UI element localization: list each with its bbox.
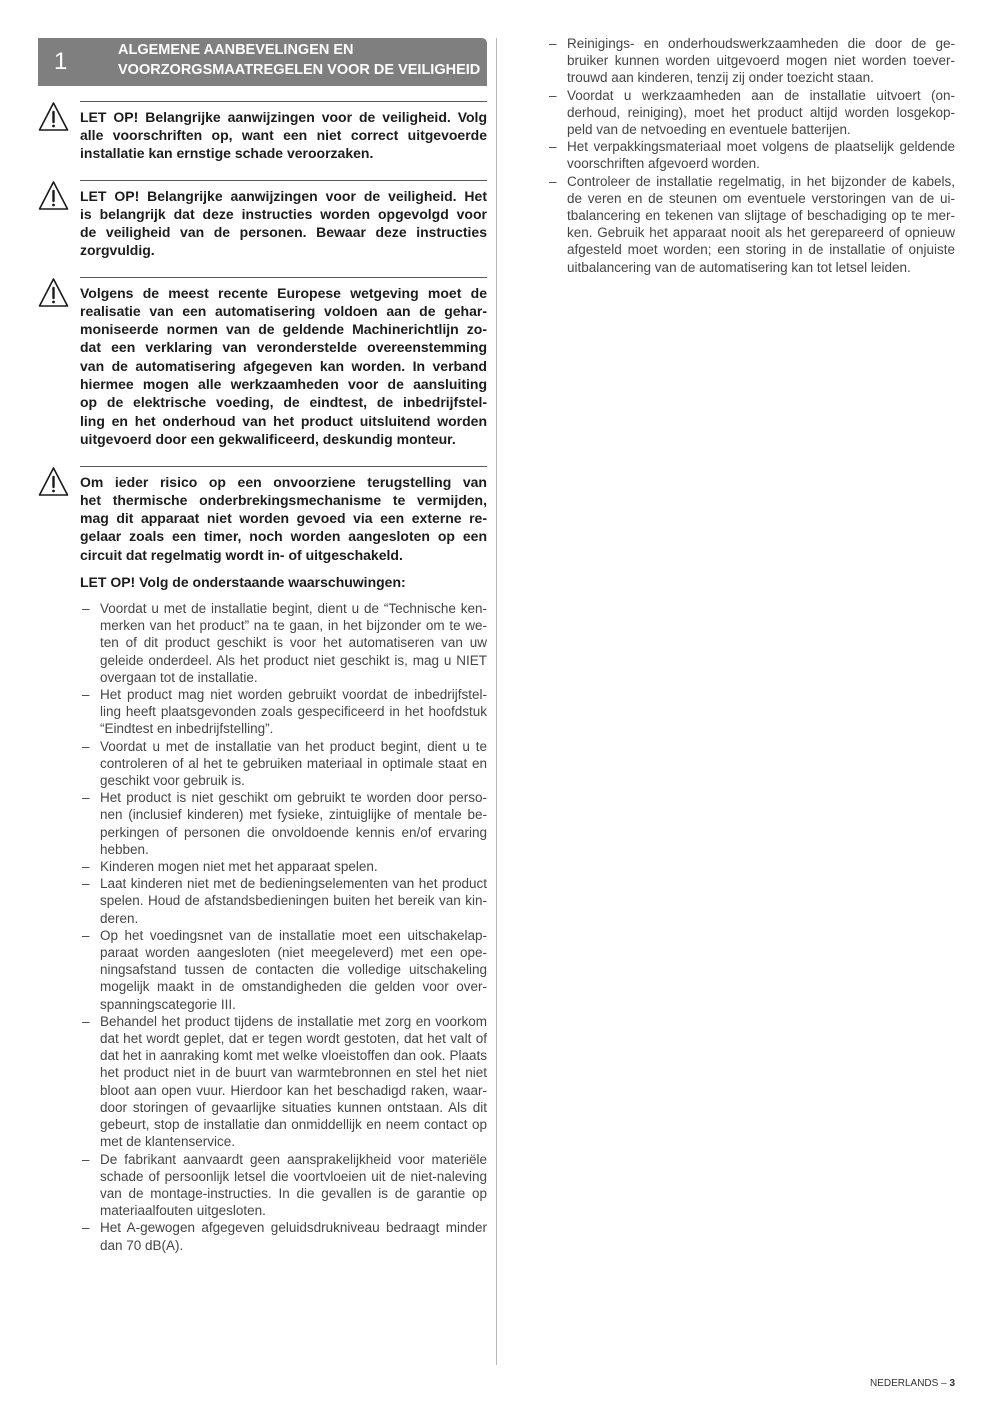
footer-page-number: 3 [949,1378,955,1389]
text-line: De fabrikant aanvaardt geen aansprakelijkheid voor materiële [100,1151,487,1167]
text-line: schade of persoonlijk letsel die voortvloeien uit de niet-naleving [100,1168,487,1184]
list-item-text [100,600,487,686]
column-divider [496,38,497,1365]
text-line: deren. [100,910,139,926]
text-line: Om ieder risico op een onvoorziene terugstelling van [80,473,487,490]
text-line: overgaan tot de installatie. [100,669,258,685]
text-line: materiaalfouten uitgesloten. [100,1203,266,1219]
list-item-text [567,35,955,87]
bullet-dash: – [82,738,90,754]
list-item-text [100,686,487,738]
bullet-dash: – [82,790,90,806]
list-item-text [100,1013,487,1151]
warning-text [80,101,487,162]
footer-language: NEDERLANDS – [869,1378,947,1389]
text-line: merken van het product” na te gaan, in het bijzonder om te we- [100,618,487,634]
text-line: ling en het onderhoud van het product uitsluitend worden [80,412,487,429]
section-number: 1 [54,48,68,75]
list-item-text [100,858,487,875]
list-item-text [100,738,487,790]
bullet-dash: – [549,36,557,51]
bullet-dash: – [82,601,90,616]
text-line: Het product is niet geschikt om gebruikt te worden door perso- [100,790,487,806]
section-title-line: VOORZORGSMAATREGELEN VOOR DE VEILIGHEID [118,62,481,78]
text-line: ken. Gebruik het apparaat nooit als het gerepareerd of opnieuw [567,225,955,241]
list-intro [80,573,487,591]
list-item [547,138,955,172]
text-line: dat het wordt geplet, dat er tegen wordt gestoten, dat het valt of [100,1031,487,1047]
text-line: gebeurt, stop de installatie dan onmiddellijk en neem contact op [100,1117,487,1133]
text-line: LET OP! Belangrijke aanwijzingen voor de veiligheid. Het [80,187,487,204]
list-item [80,600,487,686]
text-line: Het product mag niet worden gebruikt voordat de inbedrijfstel- [100,687,487,703]
text-line: met de klantenservice. [100,1134,236,1150]
list-item [80,858,487,875]
list-item-text [567,87,955,139]
text-line: LET OP! Volg de onderstaande waarschuwingen: [80,574,406,590]
text-line: installatie kan ernstige schade veroorzaken. [80,145,374,162]
text-line: van de automatisering afgegeven kan worden. In verband [80,357,487,374]
text-line: alle voorschriften op, want een niet correct uitgevoerde [80,126,487,143]
list-item [80,1013,487,1151]
list-item [80,789,487,858]
text-line: bruiker kunnen worden uitgevoerd mogen niet worden toever- [567,53,955,69]
warning-text [80,466,487,564]
text-line: dan 70 dB(A). [100,1237,184,1253]
text-line: dat het in aanraking komt met welke vloeistoffen dan ook. Plaats [100,1048,487,1064]
text-line: bloot aan open vuur. Hierdoor kan het beschadigd raken, waar- [100,1082,487,1098]
list-item [547,173,955,276]
bullet-list-right [547,35,955,276]
bullet-dash: – [82,876,90,892]
list-item-text [100,1219,487,1253]
text-line: afgesteld moet worden; een storing in de installatie of onjuiste [567,242,955,258]
bullet-dash: – [549,173,557,189]
text-line: uitgevoerd door een gekwalificeerd, deskundig monteur. [80,430,456,447]
text-line: op de elektrische voeding, de eindtest, de inbedrijfstel- [80,394,487,411]
text-line: mogelijk maakt in de omstandigheden die gelden voor over- [100,979,487,995]
text-line: de veiligheid van de personen. Bewaar deze instructies [80,224,487,241]
text-line: nen (inclusief kinderen) met fysieke, zintuiglijke of mentale be- [100,807,487,823]
bullet-dash: – [549,87,557,103]
text-line: Kinderen mogen niet met het apparaat spelen. [100,859,378,875]
list-item [80,1151,487,1220]
text-line: Behandel het product tijdens de installatie met zorg en voorkom [100,1013,487,1029]
list-item-text [100,789,487,858]
text-line: circuit dat regelmatig wordt in- of uitgeschakeld. [80,546,403,563]
page-footer [870,1377,955,1391]
list-item [547,87,955,139]
text-line: ling heeft plaatsgevonden zoals gespecificeerd in het hoofdstuk [100,704,487,720]
text-line: door storingen of gevaarlijke situaties kunnen ontstaan. Als dit [100,1099,487,1115]
bullet-dash: – [82,927,90,943]
text-line: “Eindtest en inbedrijfstelling”. [100,721,274,737]
warning-triangle-icon [38,466,69,497]
warning-triangle-icon [38,277,69,308]
list-item-text [567,173,955,276]
bullet-dash: – [549,139,557,155]
text-line: peld van de netvoeding en eventuele batterijen. [567,122,851,138]
text-line: ningsafstand tussen de contacten die volledige uitschakeling [100,962,487,978]
text-line: uitbalancering van de automatisering kan tot letsel leiden. [567,259,911,275]
text-line: Voordat u met de installatie begint, dient u de “Technische ken- [100,601,487,616]
warning-triangle-icon [38,180,69,211]
text-line: paraat worden aangesloten (niet meegeleverd) met een ope- [100,945,487,961]
text-line: spanningscategorie III. [100,996,236,1012]
text-line: de veren en de steunen om eventuele verstoringen van de ui- [567,190,955,206]
list-item-text [100,1151,487,1220]
list-item-text [100,927,487,1013]
text-line: trouwd aan kinderen, tenzij zij onder toezicht staan. [567,70,874,86]
text-line: controleren of al het te gebruiken materiaal in optimale staat en [100,755,487,771]
text-line: van de montage-instructies. In die gevallen is de garantie op [100,1185,487,1201]
list-item [80,875,487,927]
text-line: tbalancering en tekenen van slijtage of beschadiging op te mer- [567,208,955,224]
bullet-dash: – [82,1220,90,1236]
text-line: LET OP! Belangrijke aanwijzingen voor de veiligheid. Volg [80,108,487,125]
text-line: gelaar zoals een timer, noch worden aangesloten op een [80,528,487,545]
text-line: Voordat u werkzaamheden aan de installatie uitvoert (on- [567,87,955,103]
list-item-text [567,138,955,172]
warning-triangle-icon [38,101,69,132]
text-line: mag dit apparaat niet worden gevoed via een externe re- [80,510,487,527]
bullet-dash: – [82,687,90,703]
text-line: Voordat u met de installatie van het product begint, dient u te [100,738,487,754]
text-line: het thermische onderbrekingsmechanisme te vermijden, [80,491,487,508]
section-title [118,40,486,80]
text-line: Volgens de meest recente Europese wetgeving moet de [80,284,487,301]
bullet-dash: – [82,1013,90,1029]
text-line: geschikt voor gebruik is. [100,773,245,789]
bullet-dash: – [82,1151,90,1167]
warning-text [80,180,487,260]
text-line: Reinigings- en onderhoudswerkzaamheden die door de ge- [567,36,955,51]
bullet-list-left [80,600,487,1254]
text-line: hiermee mogen alle werkzaamheden voor de aansluiting [80,375,487,392]
text-line: Controleer de installatie regelmatig, in het bijzonder de kabels, [567,173,955,189]
text-line: Het A-gewogen afgegeven geluidsdrukniveau bedraagt minder [100,1220,487,1236]
text-line: spelen. Houd de afstandsbedieningen buiten het bereik van kin- [100,893,487,909]
list-item [547,35,955,87]
list-item [80,686,487,738]
text-line: geleide onderdeel. Als het product niet geschikt is, mag u NIET [100,652,487,668]
bullet-dash: – [82,859,90,875]
list-item [80,738,487,790]
text-line: is belangrijk dat deze instructies worden opgevolgd voor [80,205,487,222]
text-line: voorschriften afgevoerd worden. [567,156,760,172]
text-line: derhoud, reiniging), moet het product altijd worden losgekop- [567,104,955,120]
text-line: het product niet in de buurt van warmtebronnen en stel het niet [100,1065,487,1081]
text-line: Laat kinderen niet met de bedieningselementen van het product [100,876,487,892]
text-line: moniseerde normen van de geldende Machinerichtlijn zo- [80,321,487,338]
section-title-line: ALGEMENE AANBEVELINGEN EN [118,42,354,58]
list-item-text [100,875,487,927]
text-line: hebben. [100,841,149,857]
warning-text [80,277,487,448]
text-line: zorgvuldig. [80,242,155,259]
text-line: Het verpakkingsmateriaal moet volgens de plaatselijk geldende [567,139,955,155]
list-item [80,927,487,1013]
list-item [80,1219,487,1253]
section-header [38,38,487,86]
text-line: dat een verklaring van veronderstelde overeenstemming [80,339,487,356]
text-line: Op het voedingsnet van de installatie moet een uitschakelap- [100,927,487,943]
text-line: perkingen of personen die onvoldoende kennis en/of ervaring [100,824,487,840]
text-line: ten of dit product geschikt is voor het automatiseren van uw [100,635,487,651]
text-line: realisatie van een automatisering voldoen aan de gehar- [80,302,487,319]
